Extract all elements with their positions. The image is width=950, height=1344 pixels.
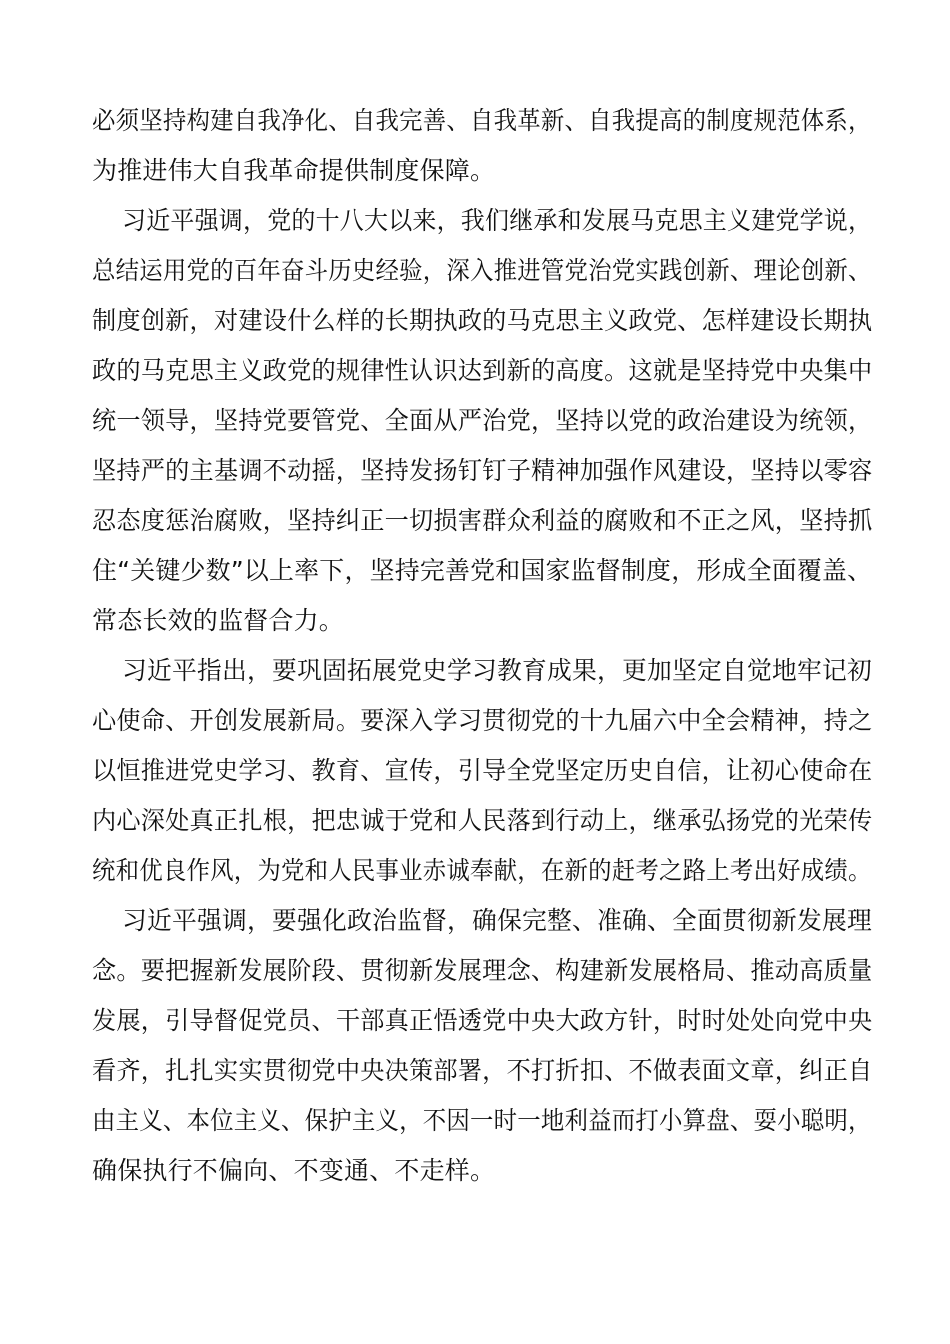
text-line: 住“关键少数”以上率下，坚持完善党和国家监督制度，形成全面覆盖、 bbox=[92, 556, 873, 585]
text-line: 制度创新，对建设什么样的长期执政的马克思主义政党、怎样建设长期执 bbox=[92, 306, 873, 335]
text-line: 看齐，扎扎实实贯彻党中央决策部署，不打折扣、不做表面文章，纠正自 bbox=[92, 1056, 873, 1085]
paragraph-first-line: 习近平强调，党的十八大以来，我们继承和发展马克思主义建党学说， bbox=[122, 206, 873, 235]
text-line: 内心深处真正扎根，把忠诚于党和人民落到行动上，继承弘扬党的光荣传 bbox=[92, 806, 873, 835]
text-line: 坚持严的主基调不动摇，坚持发扬钉钉子精神加强作风建设，坚持以零容 bbox=[92, 456, 873, 485]
paragraph-first-line: 习近平强调，要强化政治监督，确保完整、准确、全面贯彻新发展理 bbox=[122, 906, 873, 935]
text-line: 必须坚持构建自我净化、自我完善、自我革新、自我提高的制度规范体系， bbox=[92, 106, 872, 135]
text-line: 统一领导，坚持党要管党、全面从严治党，坚持以党的政治建设为统领， bbox=[92, 406, 873, 435]
text-line: 心使命、开创发展新局。要深入学习贯彻党的十九届六中全会精神，持之 bbox=[92, 706, 873, 735]
text-line: 总结运用党的百年奋斗历史经验，深入推进管党治党实践创新、理论创新、 bbox=[92, 256, 872, 285]
text-line: 由主义、本位主义、保护主义，不因一时一地利益而打小算盘、耍小聪明， bbox=[92, 1106, 872, 1135]
text-line: 为推进伟大自我革命提供制度保障。 bbox=[92, 156, 496, 185]
paragraph-first-line: 习近平指出，要巩固拓展党史学习教育成果，更加坚定自觉地牢记初 bbox=[122, 656, 873, 685]
text-line: 政的马克思主义政党的规律性认识达到新的高度。这就是坚持党中央集中 bbox=[92, 356, 873, 385]
text-line: 统和优良作风，为党和人民事业赤诚奉献，在新的赶考之路上考出好成绩。 bbox=[92, 856, 872, 885]
text-line: 忍态度惩治腐败，坚持纠正一切损害群众利益的腐败和不正之风，坚持抓 bbox=[92, 506, 873, 535]
text-line: 以恒推进党史学习、教育、宣传，引导全党坚定历史自信，让初心使命在 bbox=[92, 756, 873, 785]
text-line: 发展，引导督促党员、干部真正悟透党中央大政方针，时时处处向党中央 bbox=[92, 1006, 873, 1035]
text-line: 确保执行不偏向、不变通、不走样。 bbox=[92, 1156, 496, 1185]
text-line: 念。要把握新发展阶段、贯彻新发展理念、构建新发展格局、推动高质量 bbox=[92, 956, 873, 985]
text-line: 常态长效的监督合力。 bbox=[92, 606, 345, 635]
